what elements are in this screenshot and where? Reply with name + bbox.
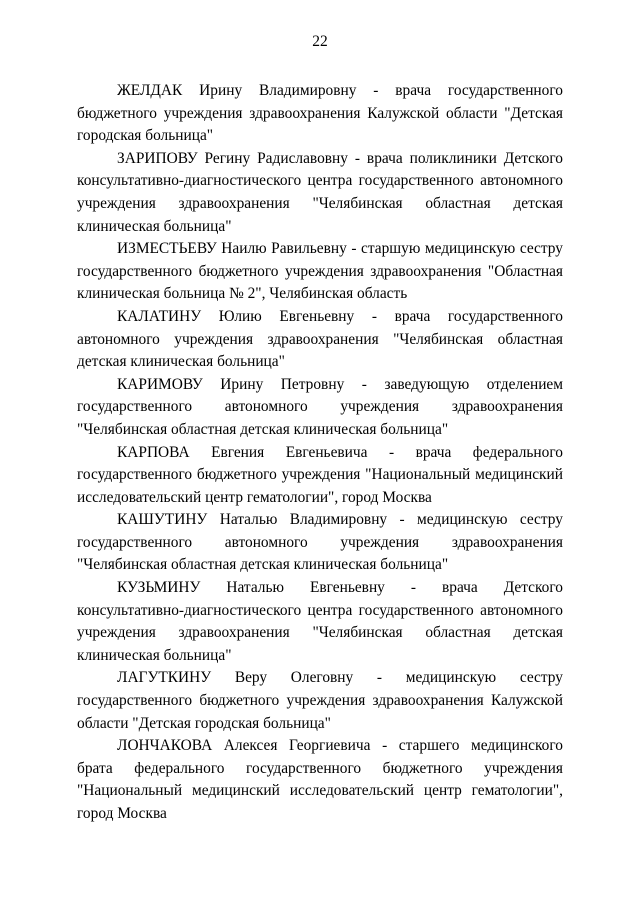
list-item-zaripova: ЗАРИПОВУ Регину Радиславовну - врача поликлиники Детского консультативно-диагностического центра государственного автономного учреждения здравоохранения "Челябинская областная детская клиническая больница" xyxy=(77,149,563,235)
list-item-izmestieva: ИЗМЕСТЬЕВУ Наилю Равильевну - старшую медицинскую сестру государственного бюджетного учреждения здравоохранения "Областная клиническая больница № 2", Челябинская область xyxy=(77,240,563,303)
page-number: 22 xyxy=(312,33,328,50)
list-item-zheldak: ЖЕЛДАК Ирину Владимировну - врача государственного бюджетного учреждения здравоохранения Калужской области "Детская городская больница" xyxy=(77,82,563,145)
award-list xyxy=(77,80,563,826)
list-item-lagutkina: ЛАГУТКИНУ Веру Олеговну - медицинскую сестру государственного бюджетного учреждения здравоохранения Калужской области "Детская городская больница" xyxy=(77,669,563,732)
list-item-kalatina: КАЛАТИНУ Юлию Евгеньевну - врача государственного автономного учреждения здравоохранения "Челябинская областная детская клиническая больница" xyxy=(77,307,563,371)
list-item-karimova: КАРИМОВУ Ирину Петровну - заведующую отделением государственного автономного учреждения здравоохранения "Челябинская областная детская клиническая больница" xyxy=(77,375,563,438)
list-item-kuzmina: КУЗЬМИНУ Наталью Евгеньевну - врача Детского консультативно-диагностического центра государственного автономного учреждения здравоохранения "Челябинская областная детская клиническая больница" xyxy=(77,579,563,664)
list-item-kashutina: КАШУТИНУ Наталью Владимировну - медицинскую сестру государственного автономного учреждения здравоохранения "Челябинская областная детская клиническая больница" xyxy=(77,511,563,574)
list-item-lonchakov: ЛОНЧАКОВА Алексея Георгиевича - старшего медицинского брата федерального государственного бюджетного учреждения "Национальный медицинский исследовательский центр гематологии", город Москва xyxy=(77,737,563,822)
list-item-karpov: КАРПОВА Евгения Евгеньевича - врача федерального государственного бюджетного учреждения "Национальный медицинский исследовательский центр гематологии", город Москва xyxy=(77,443,563,506)
